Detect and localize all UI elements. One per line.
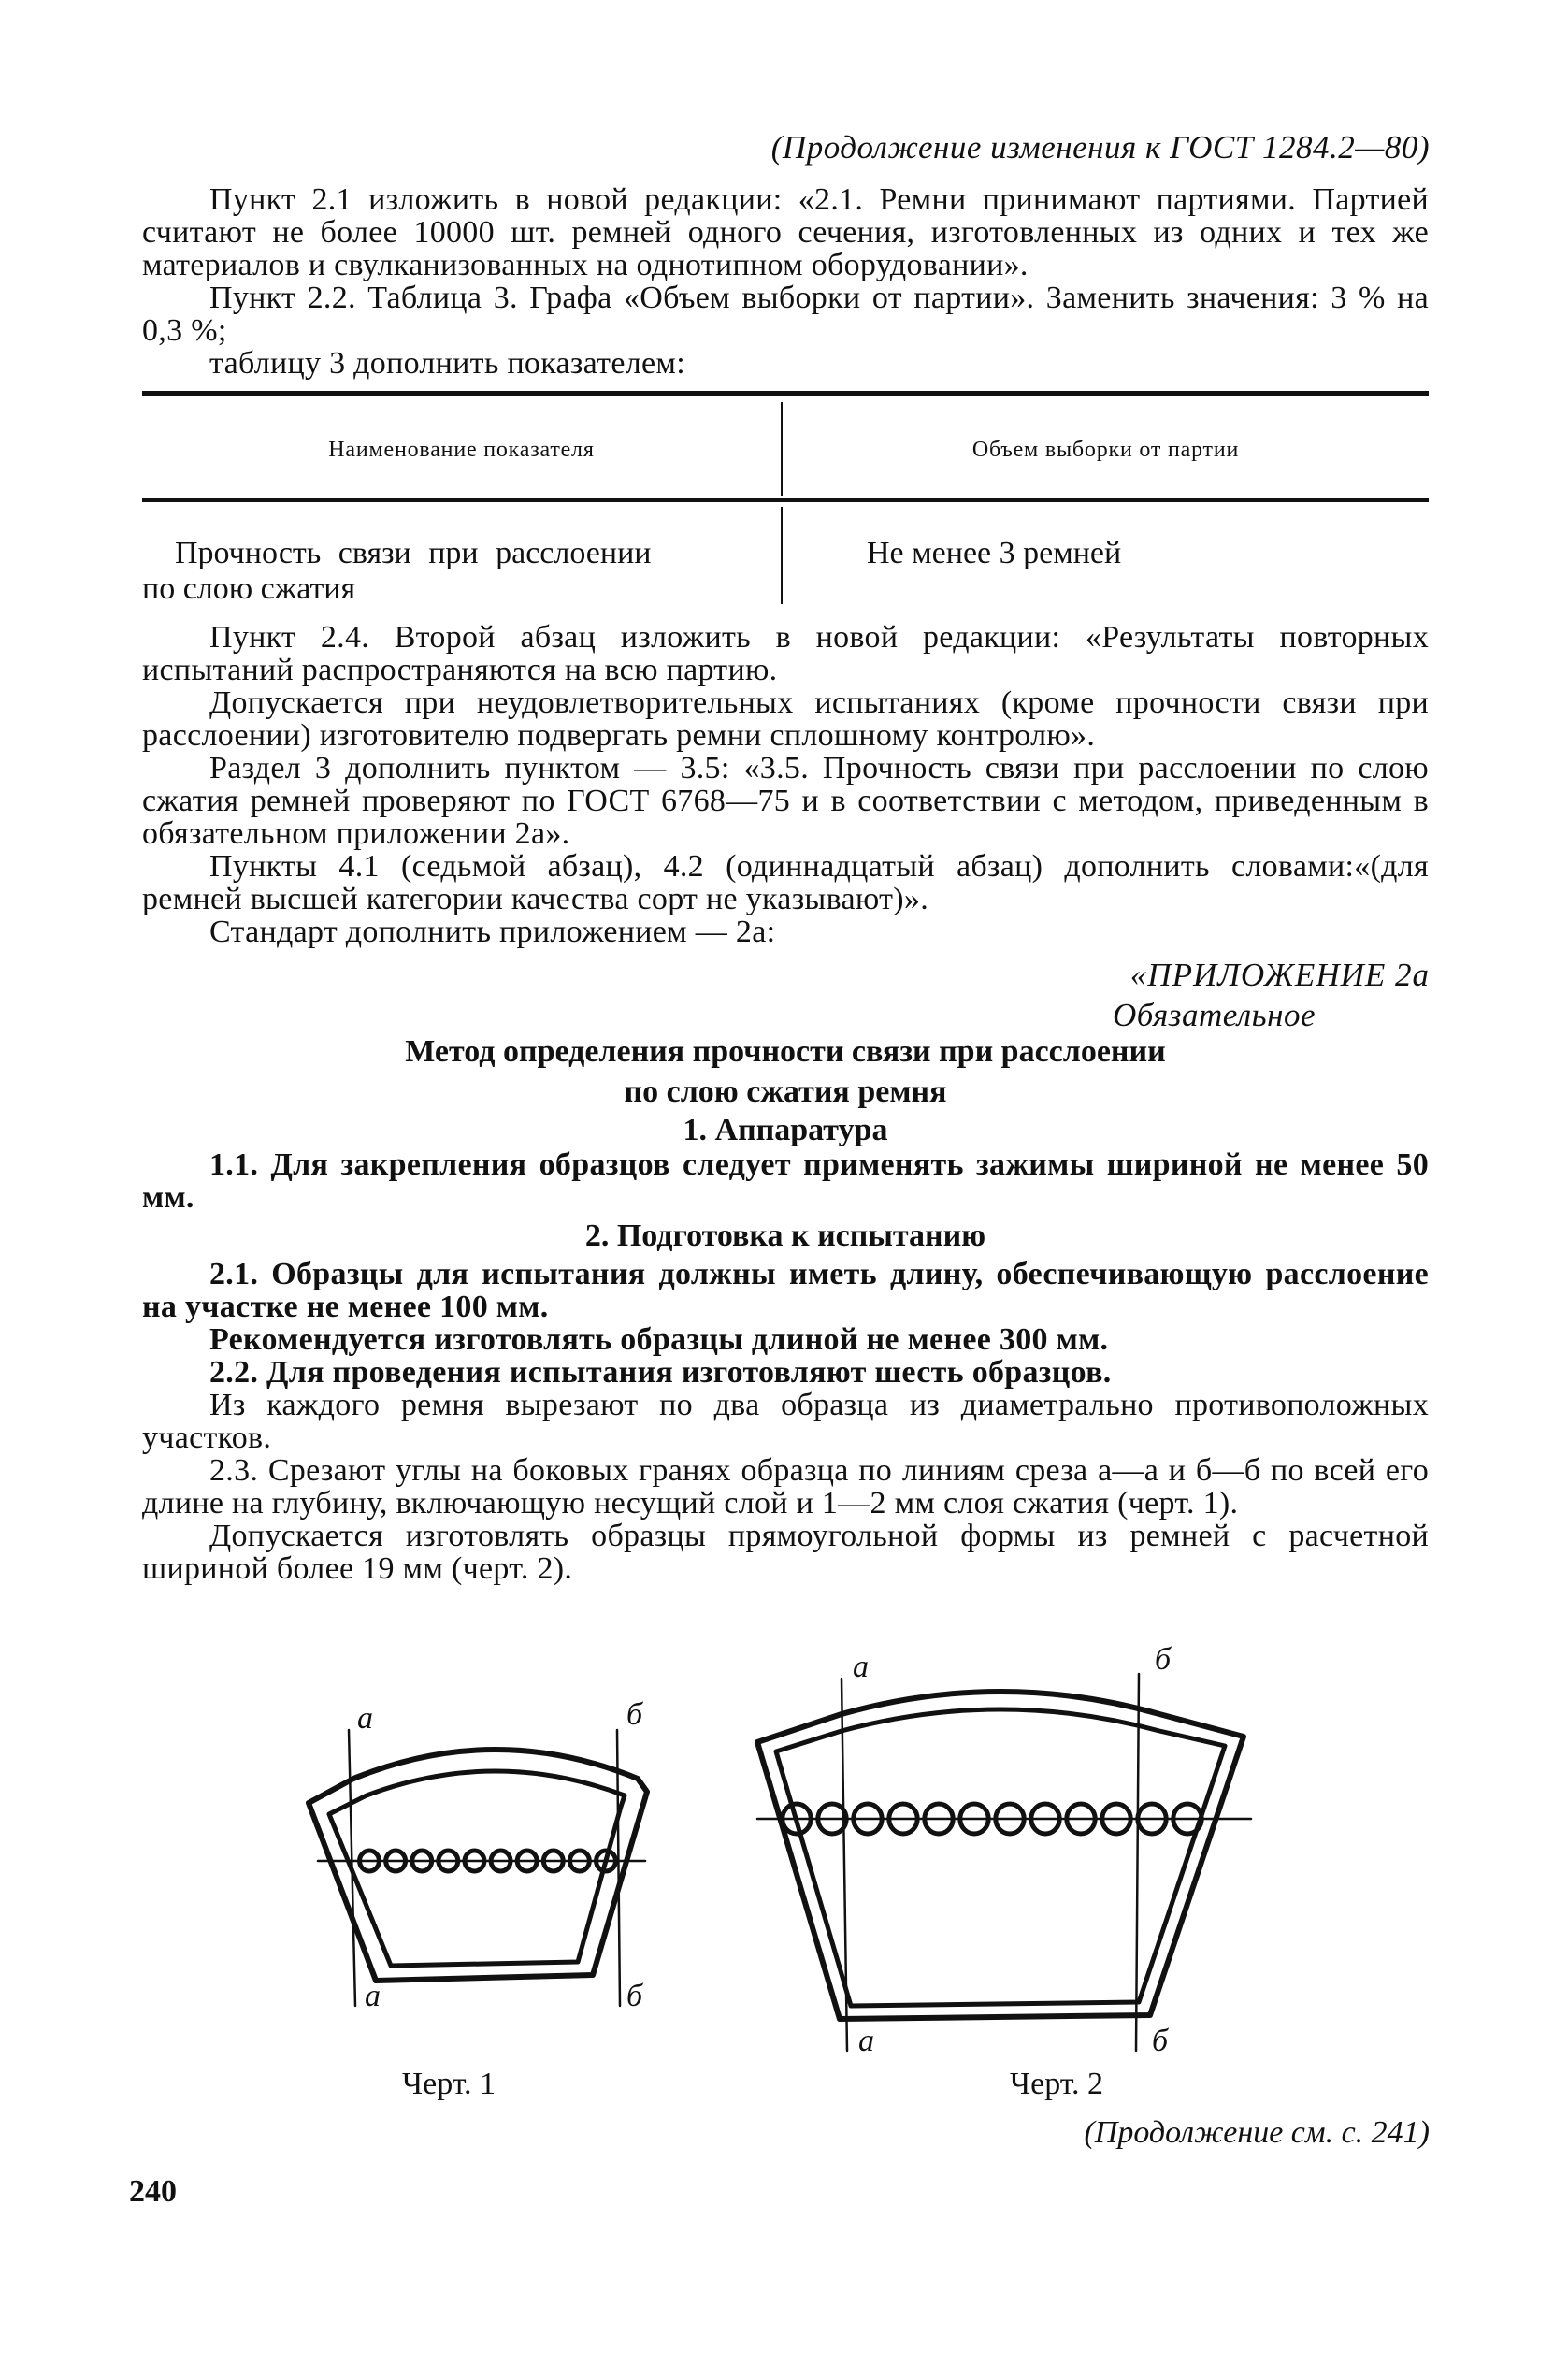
- label-a-bottom: а: [858, 2024, 874, 2058]
- amendment-paragraphs-top: [142, 183, 1429, 380]
- label-b-bottom: б: [1152, 2024, 1169, 2058]
- label-b-top: б: [1155, 1642, 1172, 1677]
- paragraph-allowance: Допускается при неудовлетворительных испытаниях (кроме прочности связи при расслоении) изготовителю подвергать ремни сплошному контролю».: [142, 685, 1429, 753]
- paragraph-1-1: 1.1. Для закрепления образцов следует применять зажимы шириной не менее 50 мм.: [142, 1147, 1429, 1215]
- paragraph-rectangular: Допускается изготовлять образцы прямоугольной формы из ремней с расчетной шириной более 19 мм (черт. 2).: [142, 1519, 1429, 1586]
- table-header-rule: [142, 498, 1429, 502]
- indicator-table: [142, 391, 1429, 604]
- paragraph-recommend-length: Рекомендуется изготовлять образцы длиной не менее 300 мм.: [209, 1322, 1109, 1357]
- label-a-bottom: а: [365, 1979, 381, 2013]
- paragraph-2-3-cut: 2.3. Срезают углы на боковых гранях образца по линиям среза а—а и б—б по всей его длине на глубину, включающую несущий слой и 1—2 мм слоя сжатия (черт. 1).: [142, 1453, 1429, 1521]
- figure-2-caption: Черт. 2: [1010, 2067, 1104, 2101]
- table-column-divider: [781, 507, 783, 604]
- figure-1-belt-section: [281, 1697, 711, 2067]
- table-cell-sample-size: Не менее 3 ремней: [867, 536, 1122, 570]
- paragraph-2-1: Пункт 2.1 изложить в новой редакции: «2.1. Ремни принимают партиями. Партией считают не более 10000 шт. ремней одного сечения, изготовленных из одних и тех же материалов и свулканизованных на однотипном оборудовании».: [142, 182, 1429, 282]
- paragraph-2-2: Пункт 2.2. Таблица 3. Графа «Объем выборки от партии». Заменить значения: 3 % на 0,3 %;: [142, 281, 1429, 348]
- label-b-top: б: [626, 1697, 643, 1732]
- appendix-status: Обязательное: [1113, 997, 1316, 1033]
- paragraph-appendix-add: Стандарт дополнить приложением — 2а:: [209, 915, 776, 949]
- continued-note: (Продолжение см. с. 241): [1084, 2115, 1430, 2150]
- appendix-label: «ПРИЛОЖЕНИЕ 2а: [1129, 957, 1430, 993]
- label-b-bottom: б: [626, 1979, 643, 2013]
- paragraph-section-3: Раздел 3 дополнить пунктом — 3.5: «3.5. Прочность связи при расслоении по слою сжатия ремней проверяют по ГОСТ 6768—75 и в соответствии с методом, приведенным в обязательном приложении 2а».: [142, 751, 1429, 851]
- figure-1-caption: Черт. 1: [402, 2067, 496, 2101]
- paragraph-table-intro: таблицу 3 дополнить показателем:: [209, 346, 685, 381]
- table-top-rule: [142, 391, 1429, 396]
- figure-2-belt-section: [739, 1632, 1262, 2062]
- label-a-top: а: [357, 1701, 373, 1736]
- paragraph-2-2-six-samples: 2.2. Для проведения испытания изготовляют шесть образцов.: [209, 1355, 1112, 1390]
- paragraph-2-4: Пункт 2.4. Второй абзац изложить в новой редакции: «Результаты повторных испытаний распространяются на всю партию.: [142, 620, 1429, 687]
- running-header: (Продолжение изменения к ГОСТ 1284.2—80): [770, 129, 1430, 166]
- appendix-body: [142, 1033, 1429, 1585]
- amendment-paragraphs-mid: [142, 621, 1429, 948]
- table-header-sample-size: Объем выборки от партии: [971, 438, 1240, 462]
- table-cell-indicator: [142, 536, 741, 607]
- indicator-line-2: по слою сжатия: [142, 571, 356, 606]
- indicator-line-1: Прочность связи при расслоении: [175, 536, 652, 570]
- paragraph-two-samples: Из каждого ремня вырезают по два образца из диаметрально противоположных участков.: [142, 1388, 1429, 1455]
- paragraph-2-1-samples: 2.1. Образцы для испытания должны иметь длину, обеспечивающую расслоение на участке не менее 100 мм.: [142, 1257, 1429, 1324]
- section-1-title: 1. Аппаратура: [683, 1113, 888, 1147]
- section-2-title: 2. Подготовка к испытанию: [584, 1218, 986, 1253]
- appendix-title-line-1: Метод определения прочности связи при расслоении: [405, 1034, 1166, 1069]
- page-number: 240: [129, 2174, 177, 2209]
- paragraph-4-1-4-2: Пункты 4.1 (седьмой абзац), 4.2 (одиннадцатый абзац) дополнить словами:«(для ремней высшей категории качества сорт не указывают)».: [142, 849, 1429, 916]
- label-a-top: а: [853, 1650, 869, 1684]
- table-header-indicator: Наименование показателя: [328, 438, 595, 462]
- appendix-title-line-2: по слою сжатия ремня: [624, 1074, 947, 1109]
